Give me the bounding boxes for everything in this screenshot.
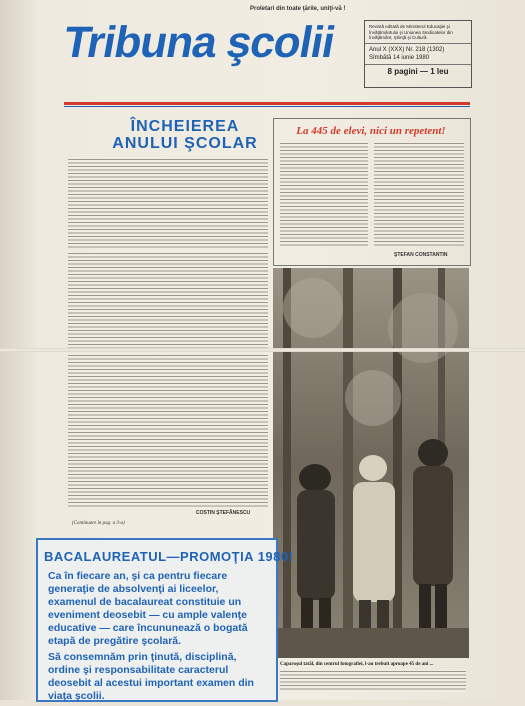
- main-article-body-text-lower: [68, 354, 268, 508]
- bacalaureat-text: [48, 570, 268, 706]
- issue-number: Anul X (XXX) Nr. 218 (1302): [369, 46, 445, 53]
- masthead-rule-red: [64, 102, 470, 105]
- main-article-body-text: [68, 252, 268, 348]
- paper-fold: [0, 348, 525, 352]
- masthead-rule-blue: [64, 106, 470, 107]
- issue-date: Sîmbătă 14 iunie 1980: [369, 54, 430, 61]
- photo-caption: Caparoşul tatăl, din centrul fotografiei, l-au trebuit aproape 45 de ani ...: [280, 662, 434, 667]
- side-article-text-col1: [280, 142, 368, 246]
- bacalaureat-title: BACALAUREATUL—PROMOŢIA 1980!: [44, 549, 294, 564]
- headline-line-2: ANULUI ŞCOLAR: [112, 135, 258, 152]
- masthead-motto: Proletari din toate ţările, uniţi-vă !: [250, 6, 346, 12]
- photo-caption-text: [280, 670, 466, 692]
- headline-line-1: ÎNCHEIEREA: [130, 118, 240, 135]
- side-article-title: La 445 de elevi, nici un repetent!: [296, 125, 446, 137]
- main-article-intro-text: [68, 158, 268, 248]
- publisher-line: Revistă editată de Ministerul Educaţiei şi Învăţământului şi Uniunea Sindicatelor din Învăţământ, Ştiinţă şi Cultură: [369, 24, 453, 40]
- bacalaureat-paragraph-2: Să consemnăm prin ţinută, disciplină, ordine şi responsabilitate caracterul deosebit al acestui important examen din viaţa şcolii.: [48, 651, 254, 702]
- bacalaureat-paragraph-1: Ca în fiecare an, şi ca pentru fiecare generaţie de absolvenţi ai liceelor, examenul de bacalaureat constituie un eveniment deosebit — cu ample valenţe educative — care încununează o bogată etapă de pregătire şcolară.: [48, 570, 248, 647]
- issue-info-box: [364, 20, 472, 88]
- pages-price: 8 pagini — 1 leu: [365, 64, 471, 78]
- main-headline: [100, 118, 270, 152]
- side-article-text-col2: [374, 142, 464, 246]
- side-article-signature: ŞTEFAN CONSTANTIN: [394, 252, 448, 258]
- news-photo: [273, 268, 469, 658]
- continuation-note: (Continuare în pag. a 3-a): [72, 521, 125, 526]
- masthead-title: Tribuna şcolii: [59, 18, 339, 67]
- issue-details: [365, 43, 471, 64]
- main-article-signature: COSTIN ŞTEFĂNESCU: [196, 510, 251, 516]
- photo-illustration: [273, 268, 469, 658]
